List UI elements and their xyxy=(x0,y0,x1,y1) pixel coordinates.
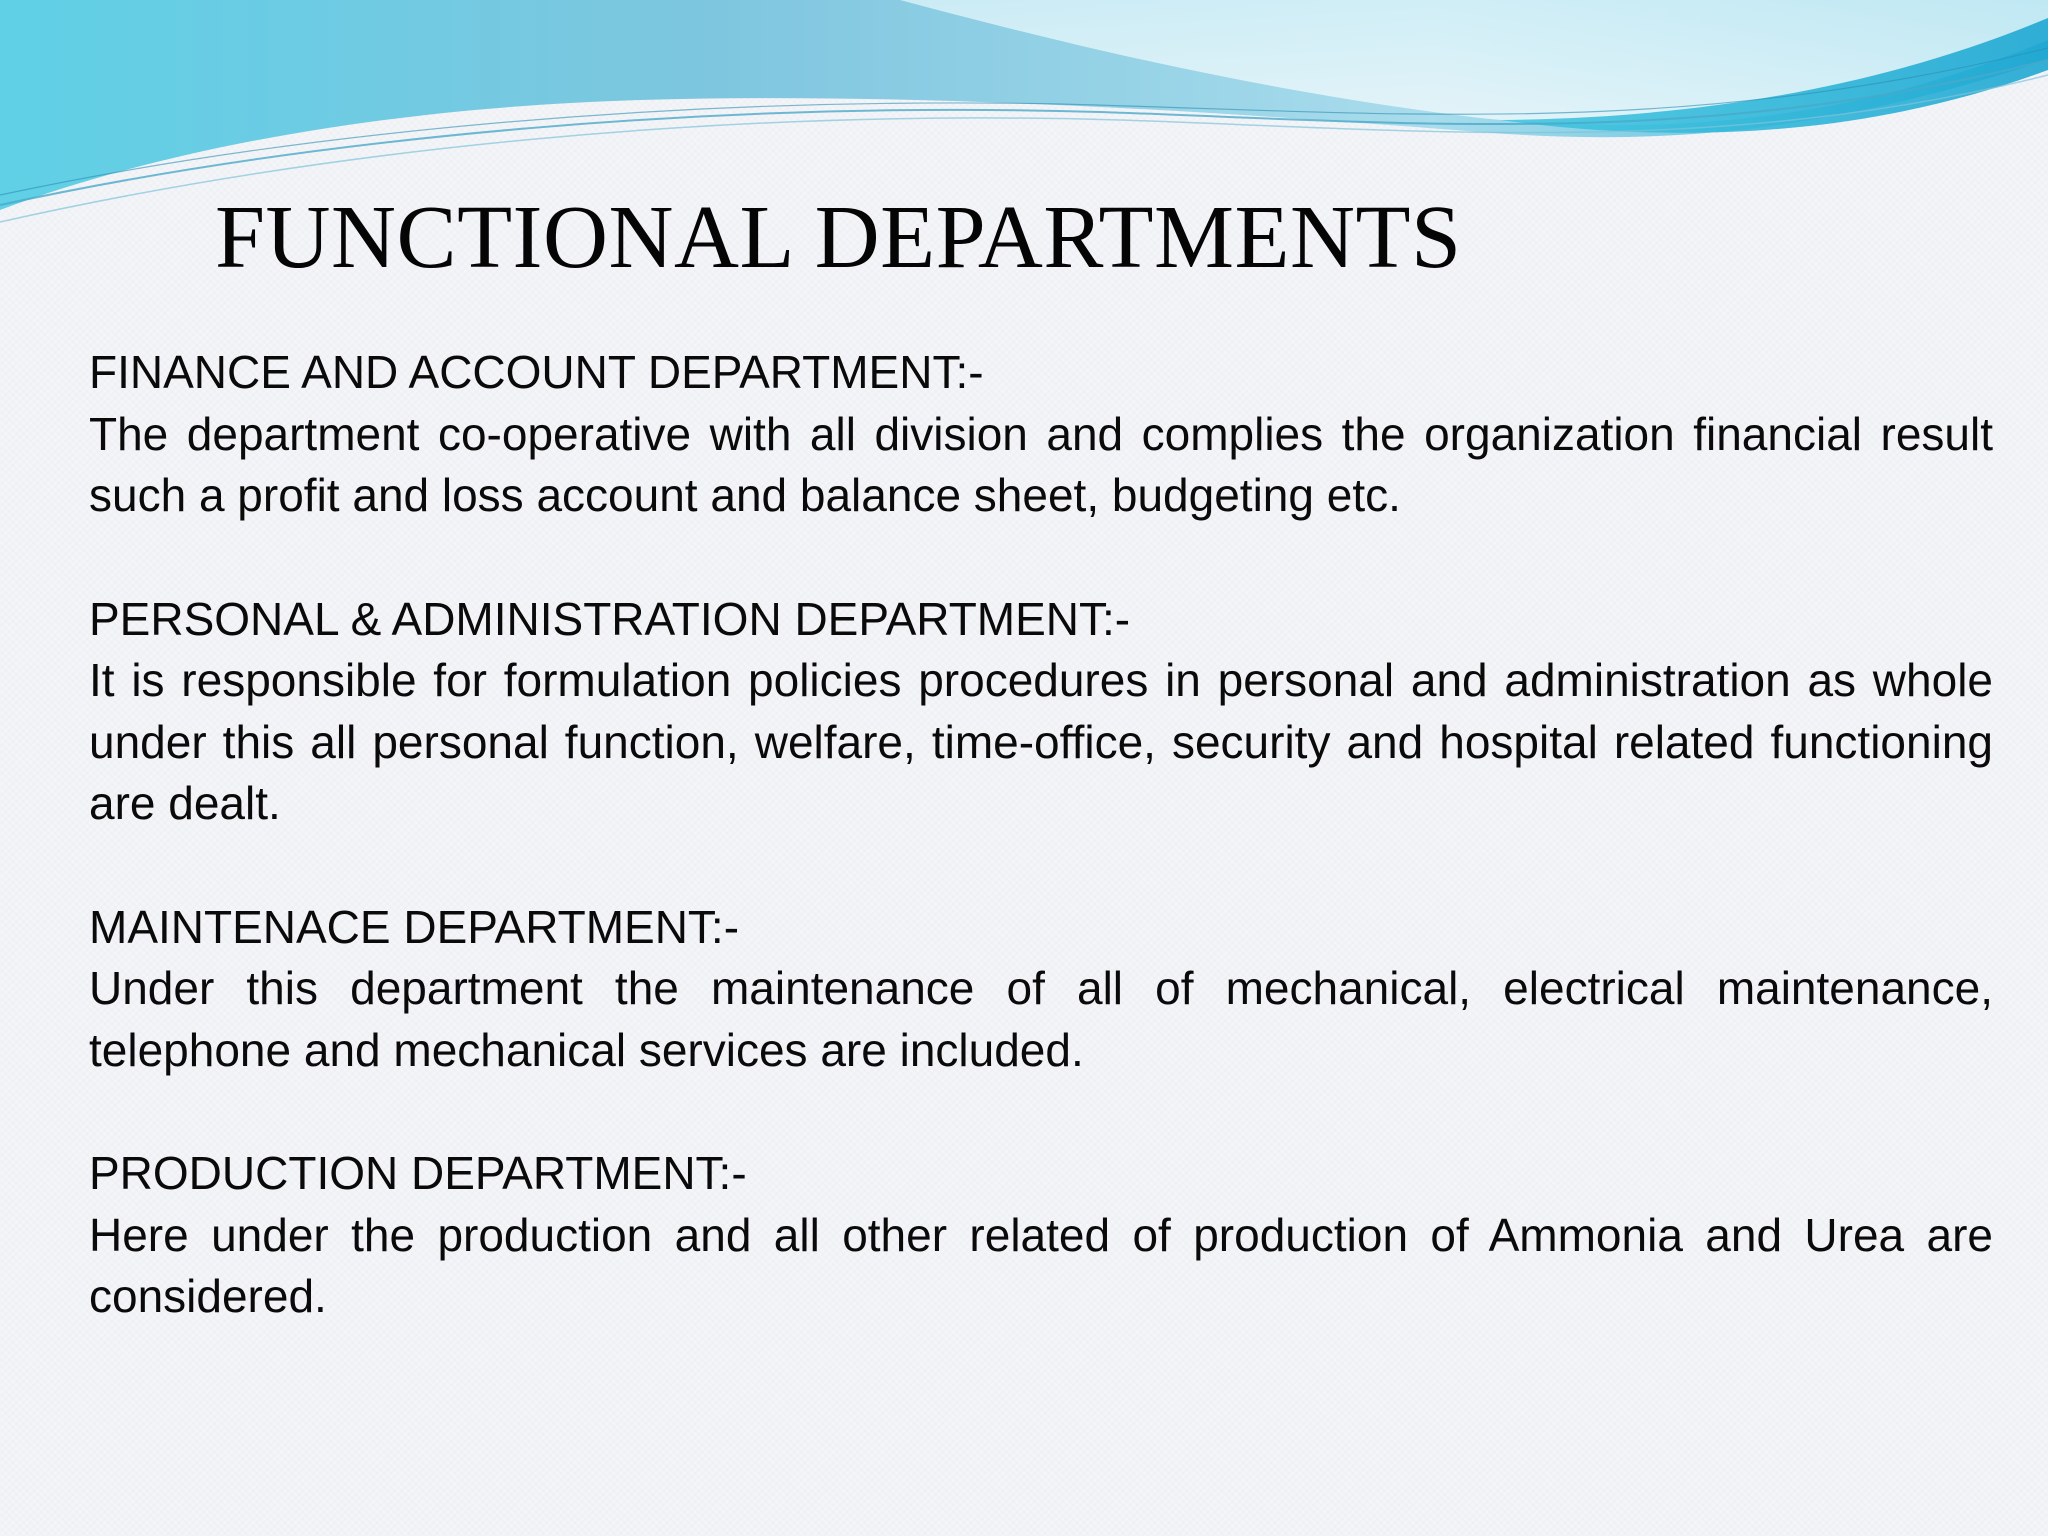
slide-title: FUNCTIONAL DEPARTMENTS xyxy=(215,188,1462,287)
section-maintenance xyxy=(89,897,1993,1082)
section-body: Here under the production and all other related of production of Ammonia and Urea are considered. xyxy=(89,1208,1993,1322)
section-body: The department co-operative with all division and complies the organization financial result such a profit and loss account and balance sheet, budgeting etc. xyxy=(89,407,1993,521)
slide-content xyxy=(89,342,1993,1390)
section-heading: PERSONAL & ADMINISTRATION DEPARTMENT:- xyxy=(89,592,1131,645)
section-finance xyxy=(89,342,1993,527)
section-heading: MAINTENACE DEPARTMENT:- xyxy=(89,900,740,953)
section-body: It is responsible for formulation policies procedures in personal and administration as whole under this all personal function, welfare, time-office, security and hospital related functioning are dealt. xyxy=(89,654,1993,829)
section-production xyxy=(89,1143,1993,1328)
section-body: Under this department the maintenance of all of mechanical, electrical maintenance, telephone and mechanical services are included. xyxy=(89,962,1993,1076)
section-heading: FINANCE AND ACCOUNT DEPARTMENT:- xyxy=(89,346,984,398)
section-personal-administration xyxy=(89,589,1993,835)
section-heading: PRODUCTION DEPARTMENT:- xyxy=(89,1147,747,1199)
